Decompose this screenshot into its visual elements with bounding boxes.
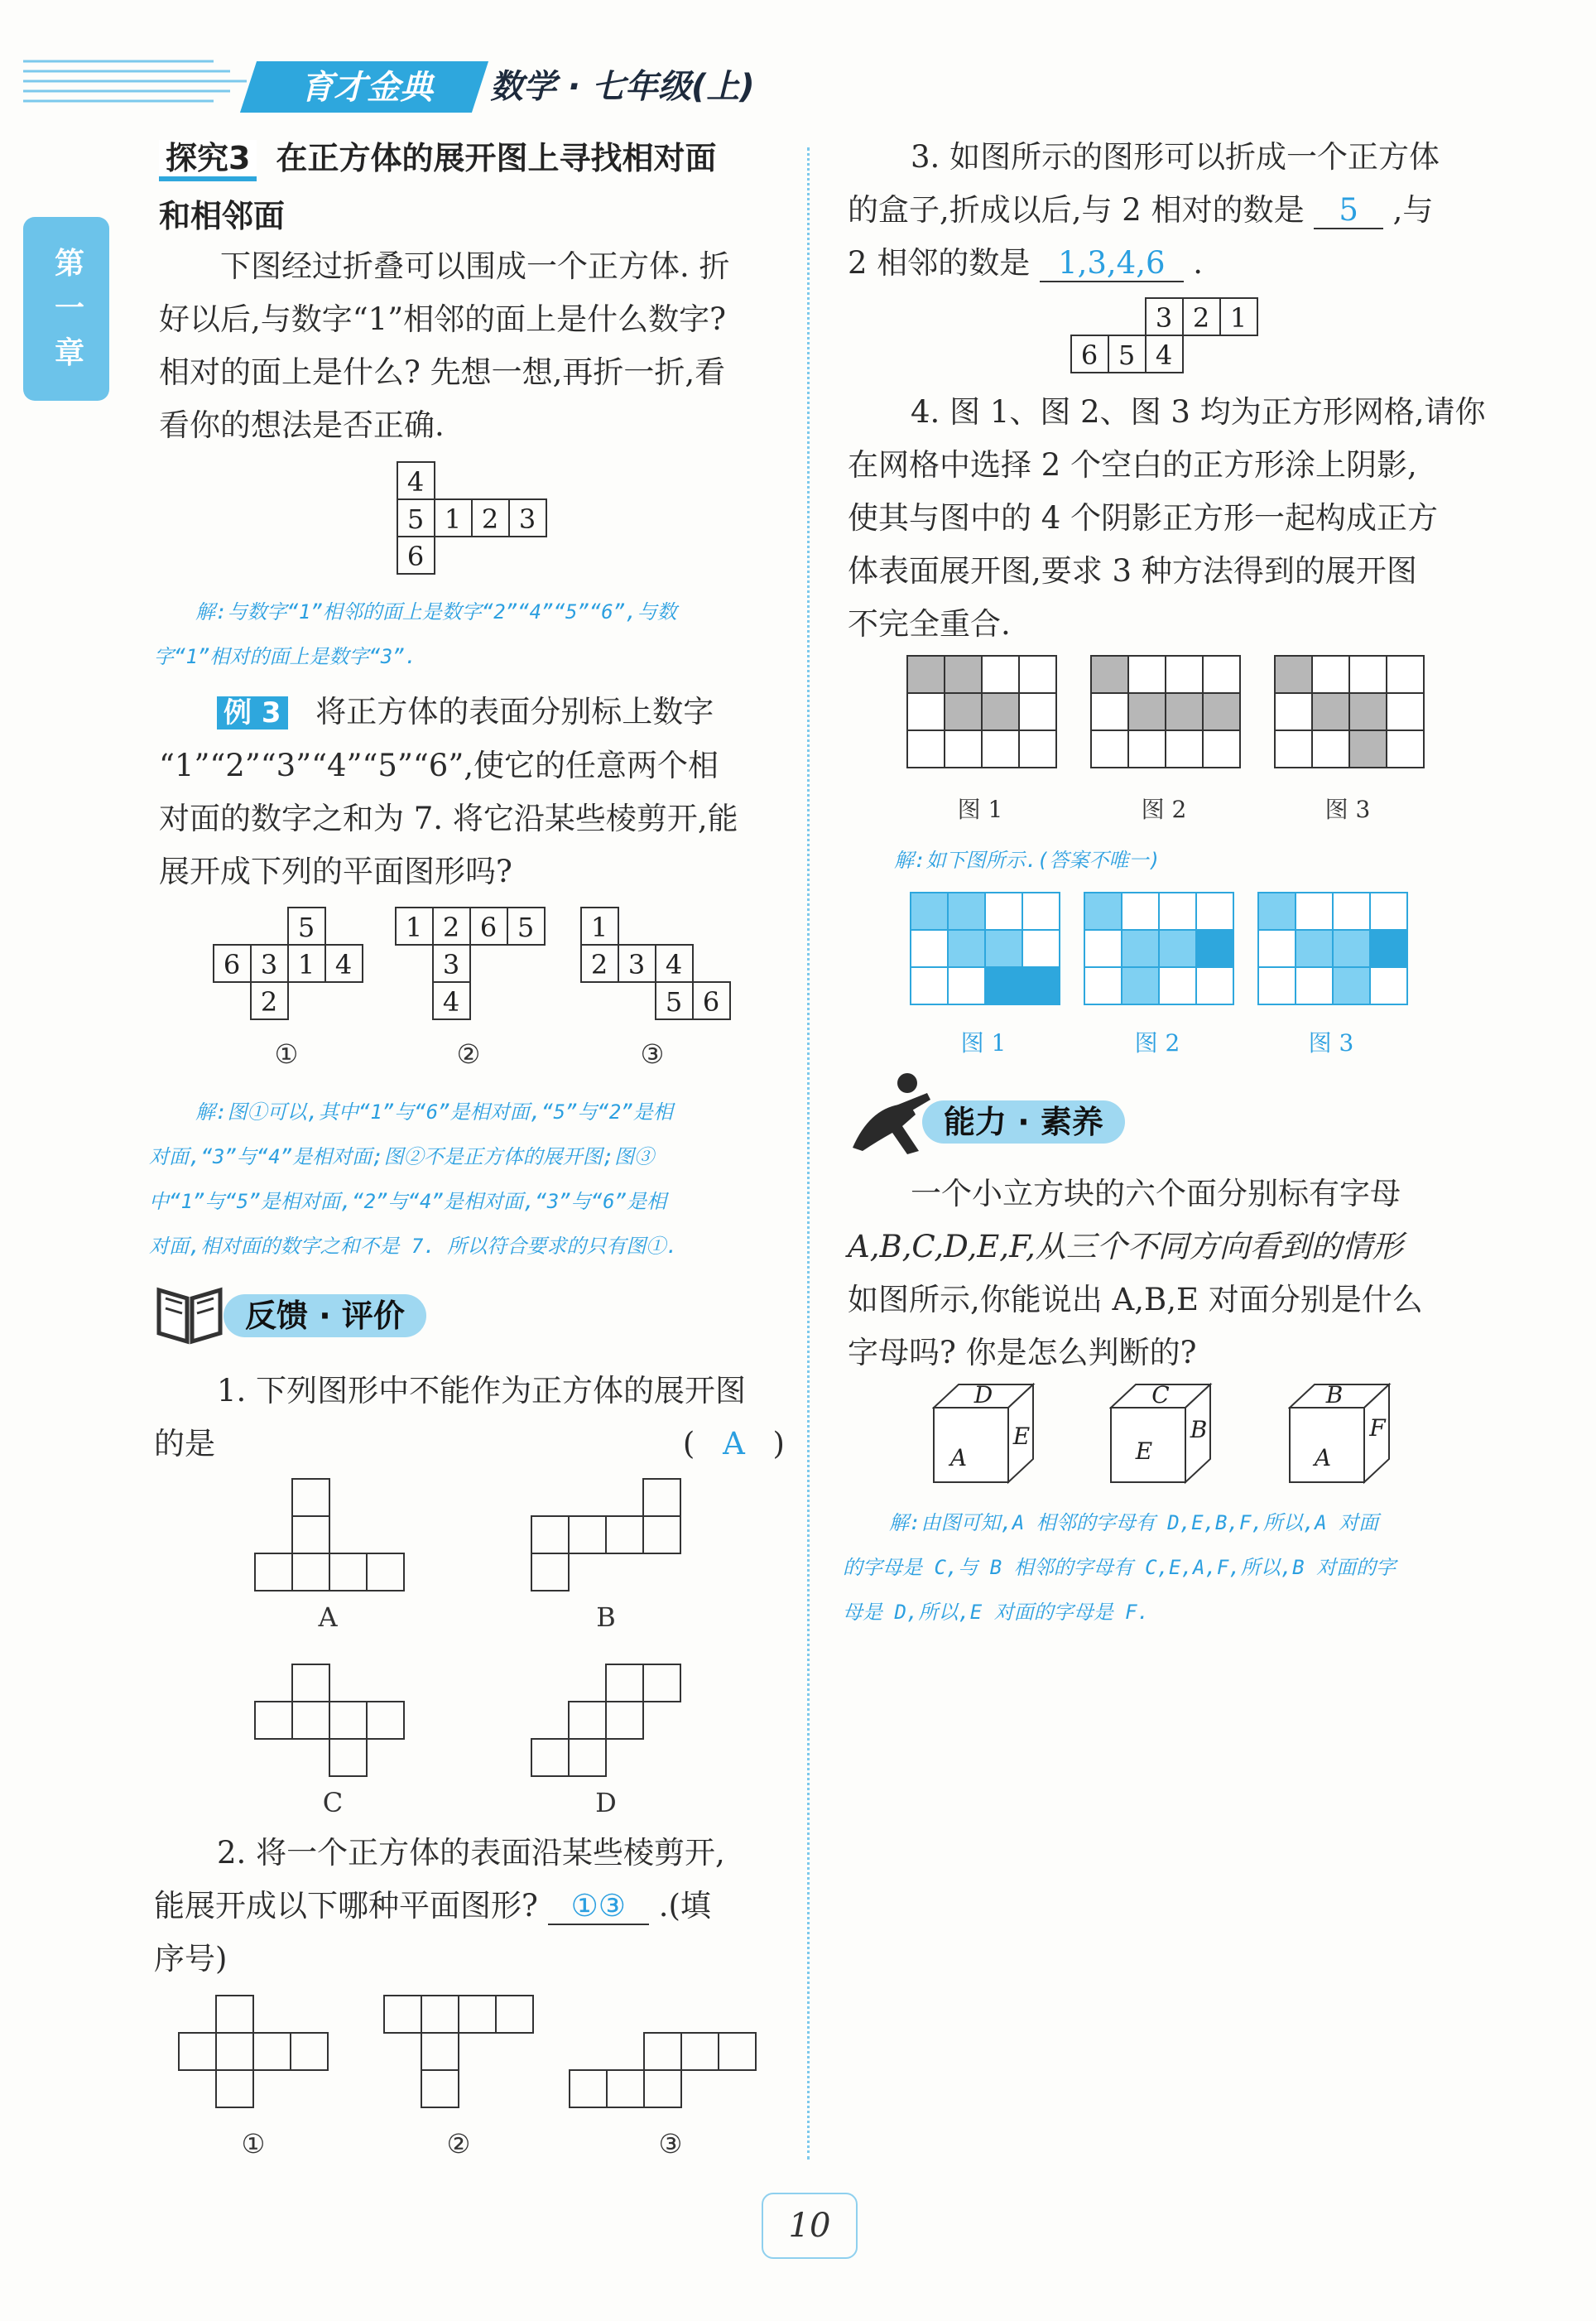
- q2-answer: ①③: [548, 1888, 649, 1925]
- q3-number: 3: [1155, 302, 1173, 334]
- example-figure-3: [579, 906, 737, 1022]
- feedback-title: 反馈 · 评价: [224, 1294, 426, 1337]
- q3-number: 1: [1229, 302, 1247, 334]
- q4-line: 使其与图中的 4 个阴影正方形一起构成正方: [848, 500, 1439, 536]
- subject-title: 数学 · 七年级(上): [490, 68, 755, 106]
- cube-view-3: [1288, 1383, 1396, 1490]
- q1-text: [154, 1365, 800, 1471]
- q3-answer-opposite: 5: [1314, 192, 1383, 229]
- example-body-line: 展开成下列的平面图形吗?: [159, 854, 512, 889]
- q4-answer-grid-3: [1257, 891, 1411, 1007]
- q1-answer-paren: ( A ): [682, 1426, 785, 1461]
- explore-body-line: 看你的想法是否正确.: [159, 407, 445, 443]
- ability-line: A,B,C,D,E,F,从三个不同方向看到的情形: [848, 1229, 1403, 1264]
- answer-line: 对面,“3”与“4”是相对面;图②不是正方体的展开图;图③: [149, 1145, 655, 1168]
- cube-1-top: D: [973, 1383, 993, 1408]
- q2-option-1-figure: [177, 1994, 329, 2110]
- example-figure-1-label: ①: [274, 1038, 299, 1070]
- ability-title: 能力 · 素养: [922, 1100, 1125, 1144]
- example-tag: 例 3: [217, 696, 288, 730]
- fig-number: 6: [223, 949, 241, 980]
- cube-2-side: B: [1190, 1416, 1208, 1443]
- fig-number: 2: [590, 949, 608, 980]
- ability-text: [848, 1168, 1576, 1380]
- answer-line: 中“1”与“5”是相对面,“2”与“4”是相对面,“3”与“6”是相: [149, 1190, 666, 1213]
- ability-title-pill: [922, 1096, 1125, 1142]
- q4-answer-grid-3-label: 图 3: [1308, 1029, 1354, 1057]
- q4-answer-grid-1: [909, 891, 1063, 1007]
- ability-line: 如图所示,你能说出 A,B,E 对面分别是什么: [848, 1282, 1423, 1317]
- ability-answer: [843, 1500, 1579, 1635]
- explore-body-line: 相对的面上是什么? 先想一想,再折一折,看: [159, 354, 726, 390]
- fig-number: 1: [590, 912, 608, 943]
- q2-line1: 2. 将一个正方体的表面沿某些棱剪开,: [217, 1835, 725, 1871]
- q1-line1: 1. 下列图形中不能作为正方体的展开图: [217, 1373, 747, 1408]
- book-icon: [154, 1280, 225, 1346]
- explore-body-line: 好以后,与数字“1”相邻的面上是什么数字?: [159, 301, 726, 337]
- fig-number: 3: [442, 949, 460, 980]
- q2-line2-suffix: .(填: [658, 1888, 711, 1924]
- q1-option-a-label: A: [318, 1601, 338, 1633]
- fig-number: 5: [665, 986, 683, 1018]
- explore-body: [159, 240, 796, 452]
- fig-number: 5: [297, 912, 315, 943]
- feedback-title-pill: [224, 1290, 426, 1336]
- q2-text: [154, 1827, 800, 1986]
- q1-option-c-label: C: [322, 1787, 344, 1818]
- fig-number: 6: [702, 986, 720, 1018]
- answer-line: 解:图①可以,其中“1”与“6”是相对面,“5”与“2”是相: [195, 1100, 673, 1124]
- example-body-line: “1”“2”“3”“4”“5”“6”,使它的任意两个相: [159, 748, 719, 783]
- net-number: 4: [406, 466, 425, 498]
- q3-line3-suffix: .: [1193, 245, 1204, 281]
- q2-option-2-label: ②: [446, 2128, 471, 2160]
- column-divider: [807, 147, 810, 2160]
- cube-view-1: [932, 1383, 1040, 1490]
- example-answer: [149, 1090, 803, 1269]
- net-number: 1: [444, 503, 462, 535]
- q4-line: 4. 图 1、图 2、图 3 均为正方形网格,请你: [911, 394, 1486, 430]
- q1-line2: 的是: [154, 1426, 215, 1461]
- q4-grid-1: [906, 654, 1060, 770]
- q4-answer-text: 解:如下图所示.(答案不唯一): [894, 849, 1161, 872]
- q2-option-2-figure: [382, 1994, 535, 2110]
- fig-number: 1: [405, 912, 423, 943]
- q1-answer: A: [723, 1426, 745, 1461]
- explore-title-line2: 和相邻面: [159, 198, 286, 234]
- explore-heading: [159, 132, 796, 178]
- fig-number: 3: [260, 949, 278, 980]
- cube-3-top: B: [1325, 1383, 1344, 1408]
- q3-answer-adjacent: 1,3,4,6: [1040, 245, 1183, 282]
- q3-line2-prefix: 的盒子,折成以后,与 2 相对的数是: [848, 192, 1305, 228]
- example-figure-2: [394, 906, 551, 1022]
- q4-answer-grid-2-label: 图 2: [1134, 1029, 1180, 1057]
- cube-3-front: A: [1314, 1444, 1332, 1471]
- q3-text: [848, 131, 1576, 290]
- q3-line3-prefix: 2 相邻的数是: [848, 245, 1031, 281]
- q4-line: 不完全重合.: [848, 606, 1011, 642]
- q1-option-b-label: B: [596, 1601, 616, 1633]
- q4-grid-2-label: 图 2: [1141, 796, 1187, 823]
- answer-line: 字“1”相对的面上是数字“3”.: [154, 645, 417, 668]
- cube-view-2: [1109, 1383, 1217, 1490]
- ability-line: 字母吗? 你是怎么判断的?: [848, 1335, 1197, 1370]
- q1-option-a-figure: [253, 1477, 406, 1593]
- cube-1-front: A: [949, 1444, 968, 1471]
- explore-tag: 探究3: [159, 140, 257, 181]
- q1-option-b-figure: [530, 1477, 682, 1593]
- q4-answer-grid-2: [1083, 891, 1237, 1007]
- answer-line: 的字母是 C,与 B 相邻的字母有 C,E,A,F,所以,B 对面的字: [843, 1556, 1396, 1579]
- answer-line: 解:由图可知,A 相邻的字母有 D,E,B,F,所以,A 对面: [889, 1511, 1379, 1534]
- fig-number: 4: [665, 949, 683, 980]
- fig-number: 2: [260, 986, 278, 1018]
- header-decoration-lines: [23, 55, 263, 113]
- fig-number: 2: [442, 912, 460, 943]
- answer-line: 母是 D,所以,E 对面的字母是 F.: [843, 1601, 1150, 1624]
- q1-option-d-figure: [530, 1663, 682, 1779]
- q2-option-3-figure: [568, 2031, 758, 2110]
- explore-net-figure: [396, 460, 550, 576]
- example-body-line: 将正方体的表面分别标上数字: [315, 694, 714, 730]
- q3-number: 4: [1155, 339, 1173, 371]
- example-body: [159, 686, 796, 898]
- brand-title: 育才金典: [300, 69, 433, 107]
- q4-line: 在网格中选择 2 个空白的正方形涂上阴影,: [848, 447, 1417, 483]
- q4-text: [848, 386, 1576, 651]
- q2-option-1-label: ①: [241, 2128, 266, 2160]
- cube-1-side: E: [1012, 1423, 1031, 1450]
- fig-number: 3: [627, 949, 646, 980]
- example-figure-3-label: ③: [640, 1038, 665, 1070]
- q3-line1: 3. 如图所示的图形可以折成一个正方体: [911, 139, 1440, 175]
- q3-line2-suffix: ,与: [1392, 192, 1434, 228]
- q3-number: 6: [1080, 339, 1098, 371]
- q3-number: 5: [1118, 339, 1136, 371]
- ability-line: 一个小立方块的六个面分别标有字母: [911, 1176, 1401, 1211]
- example-figure-1: [212, 906, 369, 1022]
- net-number: 5: [406, 503, 425, 535]
- fig-number: 4: [442, 986, 460, 1018]
- fig-number: 5: [517, 912, 535, 943]
- q4-line: 体表面展开图,要求 3 种方法得到的展开图: [848, 553, 1417, 589]
- q3-net-figure: [1070, 296, 1262, 376]
- fig-number: 4: [334, 949, 353, 980]
- cube-3-side: F: [1369, 1414, 1386, 1442]
- q1-option-c-figure: [253, 1663, 406, 1779]
- q2-line3: 序号): [154, 1941, 228, 1977]
- q3-number: 2: [1192, 302, 1210, 334]
- chapter-tab-label: 第一章: [54, 247, 84, 370]
- q4-grid-3: [1273, 654, 1427, 770]
- net-number: 2: [481, 503, 499, 535]
- explore-title-line1: 在正方体的展开图上寻找相对面: [276, 140, 717, 176]
- answer-line: 对面,相对面的数字之和不是 7. 所以符合要求的只有图①.: [149, 1235, 678, 1258]
- answer-line: 解:与数字“1”相邻的面上是数字“2”“4”“5”“6”,与数: [195, 600, 677, 624]
- fig-number: 1: [297, 949, 315, 980]
- example-body-line: 对面的数字之和为 7. 将它沿某些棱剪开,能: [159, 801, 738, 836]
- q2-option-3-label: ③: [658, 2128, 683, 2160]
- explore-answer: [154, 590, 800, 679]
- q4-grid-3-label: 图 3: [1324, 796, 1371, 823]
- net-number: 3: [518, 503, 536, 535]
- q4-answer-grid-1-label: 图 1: [960, 1029, 1007, 1057]
- cube-2-top: C: [1151, 1383, 1170, 1408]
- example-figure-2-label: ②: [456, 1038, 481, 1070]
- q4-grid-1-label: 图 1: [957, 796, 1003, 823]
- cube-2-front: E: [1135, 1437, 1153, 1465]
- q4-grid-2: [1089, 654, 1243, 770]
- q1-option-d-label: D: [595, 1787, 617, 1818]
- net-number: 6: [406, 541, 425, 572]
- q2-line2-prefix: 能展开成以下哪种平面图形?: [154, 1888, 538, 1924]
- fig-number: 6: [479, 912, 498, 943]
- page-number: 10: [762, 2193, 858, 2259]
- explore-body-line: 下图经过折叠可以围成一个正方体. 折: [220, 248, 730, 284]
